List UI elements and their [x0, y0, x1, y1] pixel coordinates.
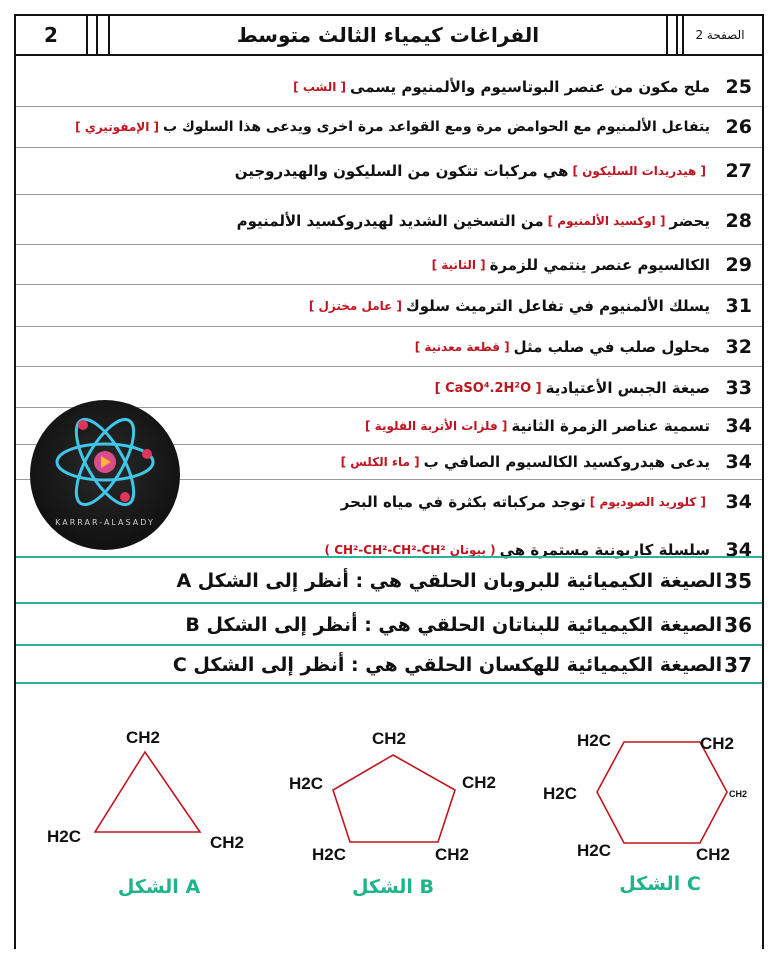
question-number: 27	[725, 160, 752, 182]
question-number: 29	[725, 254, 752, 276]
group-label: H2C	[312, 845, 347, 864]
question-text: الصيغة الكيميائية للبروبان الحلقي هي : أنظر إلى الشكل A	[176, 570, 723, 592]
group-label: CH2	[372, 729, 407, 748]
answer-text: [ فلزات الأتربة القلوية ]	[365, 419, 508, 433]
question-text: محلول صلب في صلب مثل	[513, 338, 710, 356]
group-label: H2C	[289, 774, 324, 793]
question-text: هي مركبات تتكون من السليكون والهيدروجين	[234, 162, 569, 180]
question-number: 32	[725, 336, 752, 358]
answer-text: [ CaSO⁴.2H²O ]	[434, 380, 542, 396]
answer-text: [ الشب ]	[293, 80, 347, 94]
question-number: 36	[724, 613, 752, 637]
question-text: يتفاعل الألمنيوم مع الحوامض مرة ومع القواعد مرة اخرى ويدعى هذا السلوك ب	[163, 119, 710, 135]
figure-label: الشكل A	[117, 876, 201, 898]
group-label: CH2	[700, 734, 735, 753]
page-title: الفراغات كيمياء الثالث متوسط	[108, 16, 668, 54]
question-number: 34	[725, 539, 752, 561]
figure-b-cyclopentane	[289, 729, 496, 898]
question-number: 34	[725, 415, 752, 437]
question-text-before: يحضر	[669, 212, 710, 230]
group-label: CH2	[462, 773, 497, 792]
group-label: CH2	[435, 845, 470, 864]
question-number: 26	[725, 116, 752, 138]
group-label: CH2	[210, 833, 245, 852]
answer-text: [ هيدريدات السليكون ]	[572, 164, 706, 178]
answer-text: [ الثانية ]	[431, 258, 486, 272]
answer-text: [ عامل مختزل ]	[308, 299, 403, 313]
answer-text: [ كلوريد الصوديوم ]	[589, 495, 706, 509]
group-label: CH2	[696, 845, 731, 864]
question-text: تسمية عناصر الزمرة الثانية	[511, 417, 710, 435]
question-number: 28	[725, 210, 752, 232]
question-text: يدعى هيدروكسيد الكالسيوم الصافي ب	[423, 453, 710, 471]
question-number: 34	[725, 451, 752, 473]
figure-label: الشكل B	[351, 876, 435, 898]
answer-text: [ اوكسيد الألمنيوم ]	[547, 214, 666, 228]
answer-text: [ الإمفوتيري ]	[75, 120, 160, 134]
page-label: الصفحة 2	[676, 16, 762, 54]
answer-text: [ قطعة معدنية ]	[414, 340, 510, 354]
question-text: الصيغة الكيميائية للهكسان الحلقي هي : أنظر إلى الشكل C	[172, 654, 723, 676]
group-label: CH2	[729, 789, 748, 799]
question-text: صيغة الجبس الأعتيادية	[545, 379, 710, 397]
question-number: 34	[725, 491, 752, 513]
group-label: H2C	[47, 827, 82, 846]
figure-a-cyclopropane	[47, 728, 244, 898]
answer-text: ( بيوتان CH²-CH²-CH²-CH² )	[324, 543, 496, 557]
figure-label: الشكل C	[619, 873, 701, 895]
figure-c-cyclohexane	[543, 731, 747, 895]
question-number: 25	[725, 76, 752, 98]
question-text: توجد مركباته بكثرة في مياه البحر	[340, 493, 586, 511]
group-label: H2C	[577, 731, 612, 750]
question-number: 33	[725, 377, 752, 399]
sheet-number: 2	[44, 23, 58, 47]
question-number: 31	[725, 295, 752, 317]
question-number: 35	[724, 569, 752, 593]
question-text: يسلك الألمنيوم في تفاعل الترميث سلوك	[406, 297, 710, 315]
question-text: سلسلة كاربونية مستمرة هي	[499, 541, 710, 559]
group-label: CH2	[126, 728, 161, 747]
logo-name: KARRAR-ALASADY	[55, 518, 155, 527]
group-label: H2C	[577, 841, 612, 860]
question-text: من التسخين الشديد لهيدروكسيد الألمنيوم	[236, 212, 544, 230]
group-label: H2C	[543, 784, 578, 803]
question-text: الكالسيوم عنصر ينتمي للزمرة	[489, 256, 710, 274]
question-text: الصيغة الكيميائية للبناتان الحلقي هي : أنظر إلى الشكل B	[185, 614, 723, 636]
answer-text: [ ماء الكلس ]	[340, 455, 420, 469]
question-number: 37	[724, 653, 752, 677]
question-text: ملح مكون من عنصر البوتاسيوم والألمنيوم يسمى	[350, 78, 710, 96]
